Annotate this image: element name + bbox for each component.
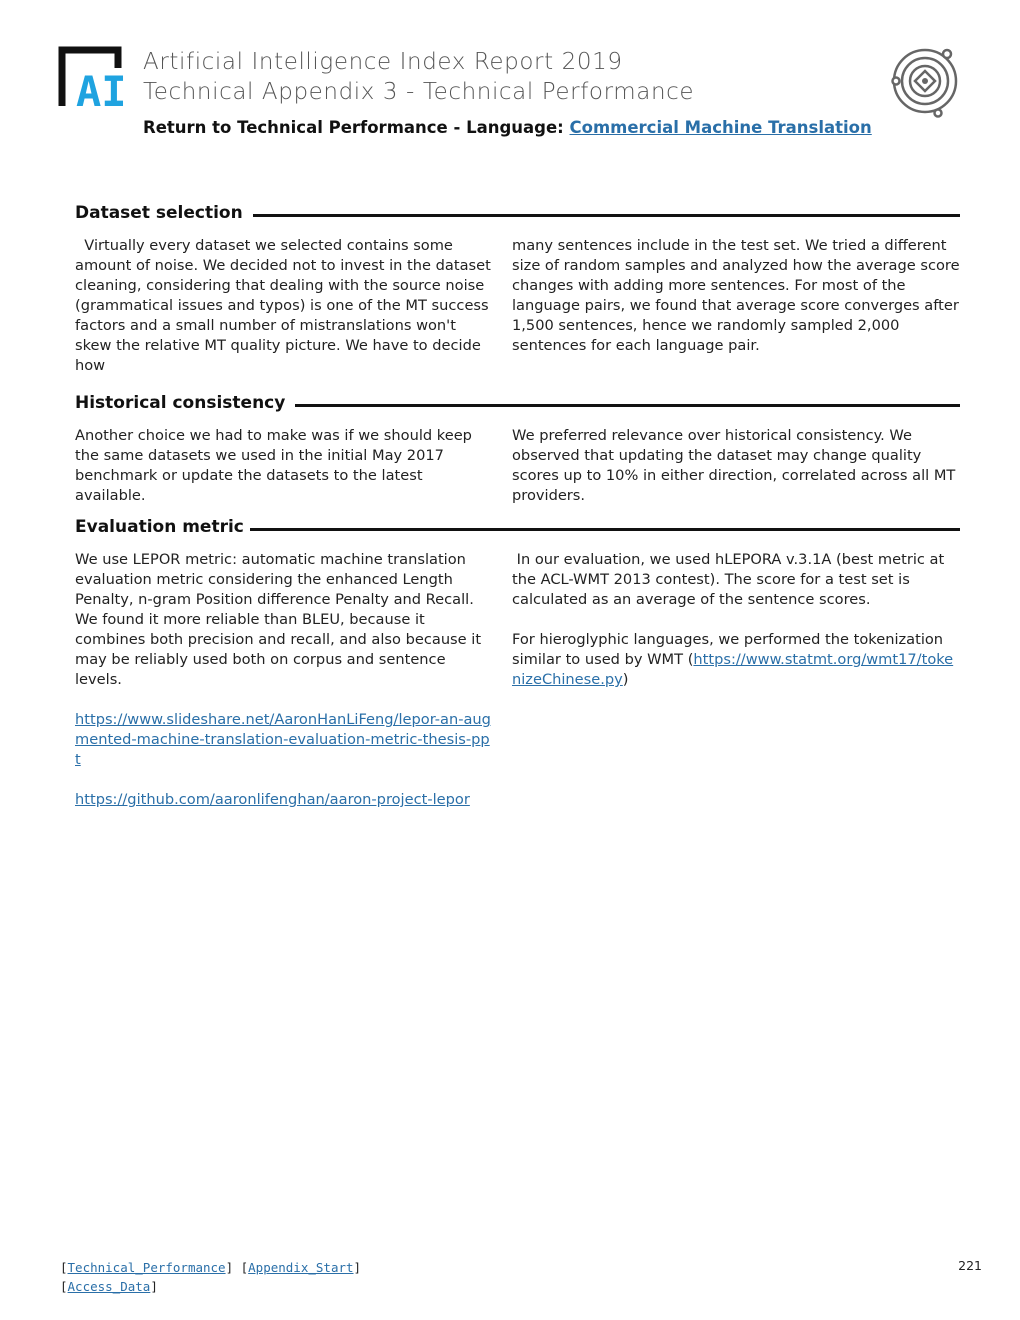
github-link[interactable]: https://github.com/aaronlifenghan/aaron-project-lepor [75,791,470,808]
access-data-link[interactable]: Access_Data [67,1279,151,1294]
section-historical-consistency [75,393,960,506]
section-divider [250,528,960,531]
section-divider [253,214,960,217]
dataset-right-text: many sentences include in the test set. We tried a different size of random samples and analyzed how the average score changes with adding more sentences. For most of the language pairs, we found that average score converges after 1,500 sentences, hence we randomly sampled 2,000 sentences for each language pair. [512,237,960,354]
logo-text: AI [76,67,127,110]
footer-nav: [Technical_Performance] [Appendix_Start] [Access_Data] [60,1260,362,1294]
slideshare-link[interactable]: https://www.slideshare.net/AaronHanLiFeng/lepor-an-augmented-machine-translation-evaluation-metric-thesis-ppt [75,711,491,768]
section-divider [295,404,960,407]
tokenization-paragraph [512,630,960,690]
technical-performance-link[interactable]: Technical_Performance [67,1260,226,1275]
section-title: Historical consistency [75,393,286,413]
tokenization-suffix: ) [622,671,629,688]
section-dataset-selection [75,203,960,376]
report-title [143,47,694,107]
section-title: Evaluation metric [75,517,244,537]
lepor-description: We use LEPOR metric: automatic machine translation evaluation metric considering the enhanced Length Penalty, n-gram Position difference Penalty and Recall. We found it more reliable than BLEU, because it combines both precision and recall, and also because it may be reliably used both on corpus and sentence levels. [75,551,482,688]
historical-right-text: We preferred relevance over historical consistency. We observed that updating the dataset may change quality scores up to 10% in either direction, correlated across all MT providers. [512,427,956,504]
return-prefix: Return to Technical Performance - Language: [143,118,570,137]
appendix-start-link[interactable]: Appendix_Start [248,1260,354,1275]
statmt-link[interactable]: https://www.statmt.org/wmt17/tokenizeChinese.py [512,651,954,688]
dataset-left-text: Virtually every dataset we selected contains some amount of noise. We decided not to invest in the dataset cleaning, considering that dealing with the source noise (grammatical issues and typos) is one of the MT success factors and a small number of mistranslations won't skew the relative MT quality picture. We have to decide how [75,237,496,374]
page-number: 221 [958,1258,982,1273]
commercial-mt-link[interactable]: Commercial Machine Translation [569,118,872,137]
orbit-emblem-icon [888,44,962,118]
tokenization-text: For hieroglyphic languages, we performed the tokenization similar to used by WMT ( [512,631,944,668]
evaluation-left-column [75,550,495,810]
section-title: Dataset selection [75,203,243,223]
historical-left-text: Another choice we had to make was if we should keep the same datasets we used in the initial May 2017 benchmark or update the datasets to the latest available. [75,427,472,504]
hlepora-description: In our evaluation, we used hLEPORA v.3.1A (best metric at the ACL-WMT 2013 contest). The score for a test set is calculated as an average of the sentence scores. [512,551,949,608]
report-title-line1: Artificial Intelligence Index Report 2019 [143,49,623,75]
return-navigation [143,118,872,137]
ai-index-logo [58,46,130,110]
section-evaluation-metric [75,517,960,810]
report-title-line2: Technical Appendix 3 - Technical Performance [143,79,695,105]
evaluation-right-column [512,550,960,810]
